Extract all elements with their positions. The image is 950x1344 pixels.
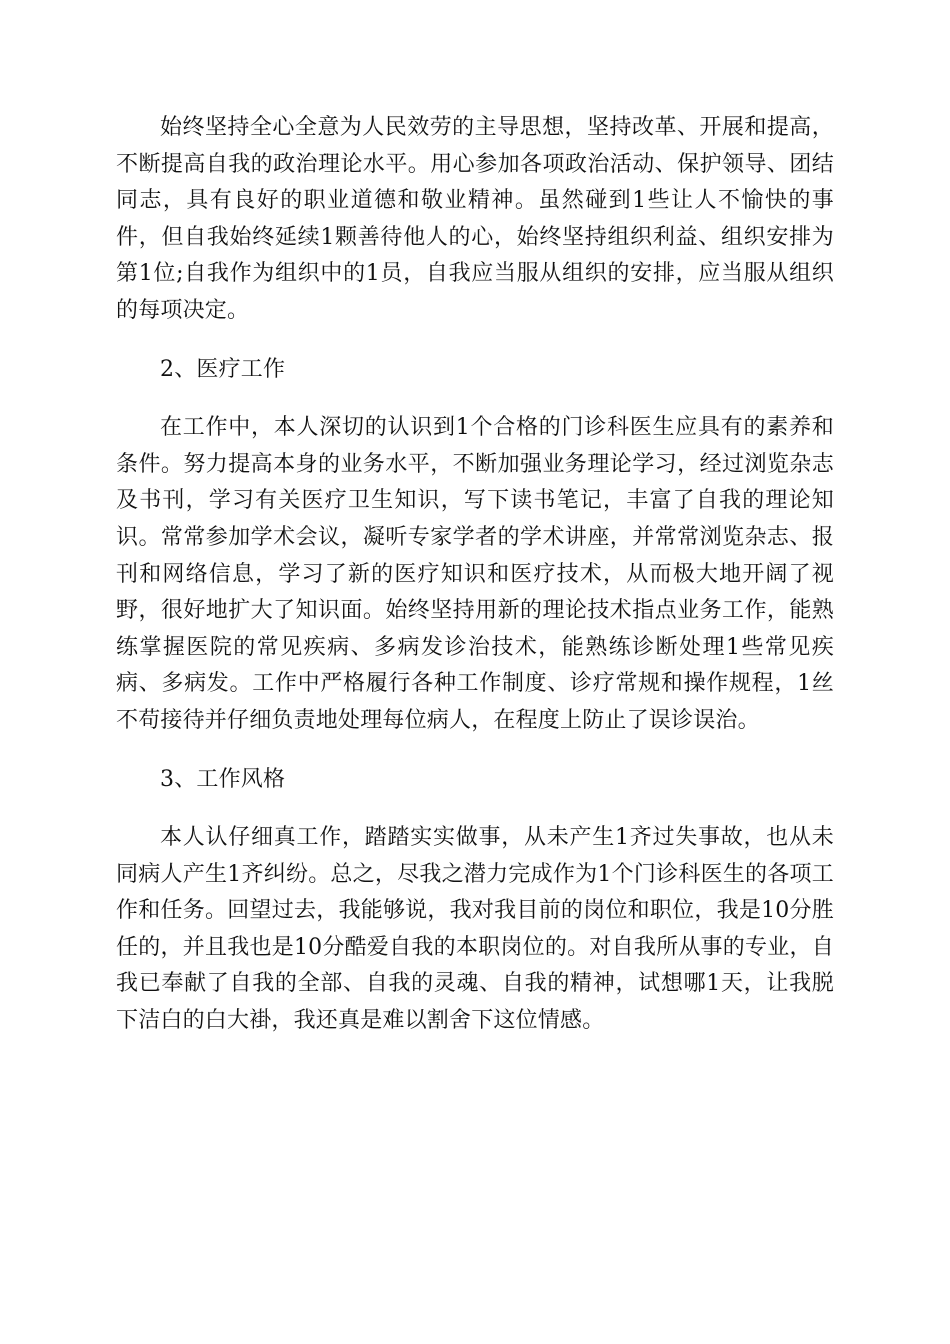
section-heading-work-style: 3、工作风格 [160, 766, 286, 792]
paragraph-work-style: 本人认仔细真工作，踏踏实实做事，从未产生1齐过失事故，也从未同病人产生1齐纠纷。总之，尽我之潜力完成作为1个门诊科医生的各项工作和任务。回望过去，我能够说，我对我目前的岗位和职位，我是10分胜任的，并且我也是10分酷爱自我的本职岗位的。对自我所从事的专业，自我已奉献了自我的全部、自我的灵魂、自我的精神，试想哪1天，让我脱下洁白的白大褂，我还真是难以割舍下这位情感。 [116, 825, 834, 1034]
paragraph-medical-work: 在工作中，本人深切的认识到1个合格的门诊科医生应具有的素养和条件。努力提高本身的业务水平，不断加强业务理论学习，经过浏览杂志及书刊，学习有关医疗卫生知识，写下读书笔记，丰富了自我的理论知识。常常参加学术会议，凝听专家学者的学术讲座，并常常浏览杂志、报刊和网络信息，学习了新的医疗知识和医疗技术，从而极大地开阔了视野，很好地扩大了知识面。始终坚持用新的理论技术指点业务工作，能熟练掌握医院的常见疾病、多病发诊治技术，能熟练诊断处理1些常见疾病、多病发。工作中严格履行各种工作制度、诊疗常规和操作规程，1丝不苟接待并仔细负责地处理每位病人，在程度上防止了误诊误治。 [116, 415, 834, 733]
section-heading-medical-work: 2、医疗工作 [160, 356, 286, 382]
paragraph-political: 始终坚持全心全意为人民效劳的主导思想，坚持改革、开展和提高，不断提高自我的政治理论水平。用心参加各项政治活动、保护领导、团结同志，具有良好的职业道德和敬业精神。虽然碰到1些让人不愉快的事件，但自我始终延续1颗善待他人的心，始终坚持组织利益、组织安排为第1位;自我作为组织中的1员，自我应当服从组织的安排，应当服从组织的每项决定。 [116, 115, 834, 323]
document-body [116, 110, 834, 1062]
